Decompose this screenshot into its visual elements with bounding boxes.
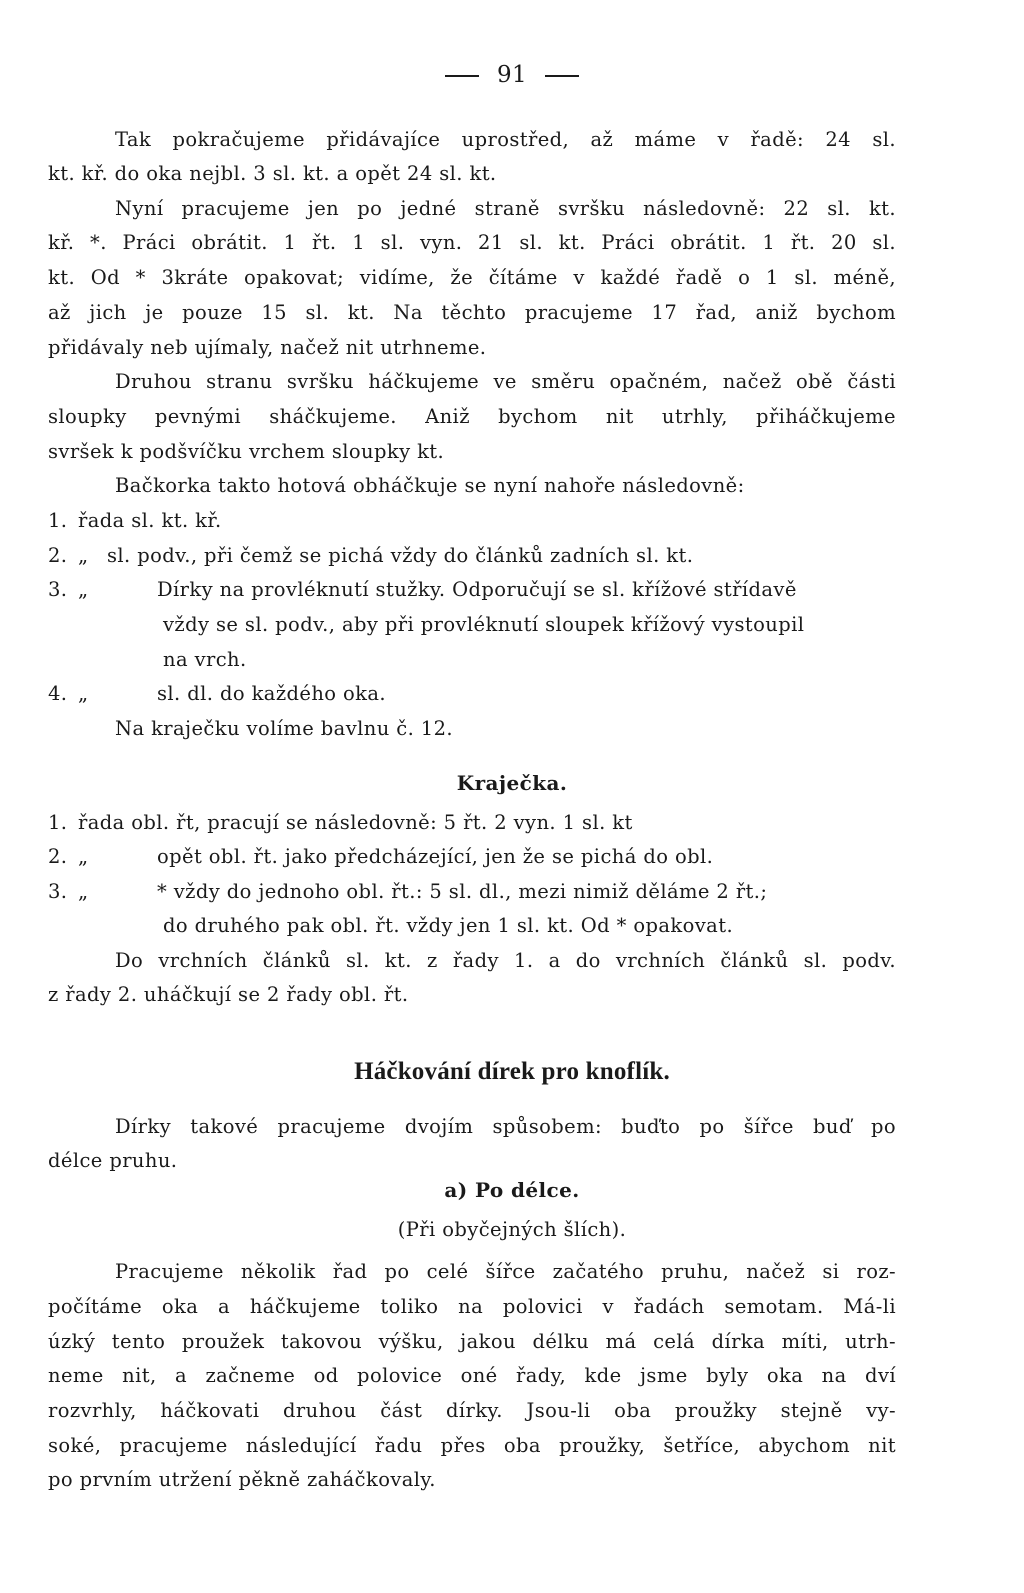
para7-line: Dírky takové pracujeme dvojím spůsobem: buďto po šířce buď po bbox=[115, 1115, 896, 1138]
list-number: 1. bbox=[48, 509, 68, 532]
para8-line: rozvrhly, háčkovati druhou část dírky. Jsou-li oba proužky stejně vy- bbox=[48, 1399, 896, 1422]
para2-line: Nyní pracujeme jen po jedné straně svršku následovně: 22 sl. kt. bbox=[115, 197, 896, 220]
para2-line: přidávaly neb ujímaly, načež nit utrhneme. bbox=[48, 336, 487, 359]
para2-line: až jich je pouze 15 sl. kt. Na těchto pracujeme 17 řad, aniž bychom bbox=[48, 301, 896, 324]
ditto-mark: „ bbox=[78, 544, 89, 567]
list-text: * vždy do jednoho obl. řt.: 5 sl. dl., mezi nimiž děláme 2 řt.; bbox=[157, 880, 768, 903]
para1-line: kt. kř. do oka nejbl. 3 sl. kt. a opět 24 sl. kt. bbox=[48, 162, 497, 185]
list-text: Dírky na provléknutí stužky. Odporučují se sl. křížové střídavě bbox=[157, 578, 797, 601]
ditto-mark: „ bbox=[78, 578, 89, 601]
para3-line: svršek k podšvíčku vrchem sloupky kt. bbox=[48, 440, 445, 463]
para3-line: sloupky pevnými sháčkujeme. Aniž bychom nit utrhly, přiháčkujeme bbox=[48, 405, 896, 428]
list-number: 2. bbox=[48, 544, 68, 567]
list-number: 1. bbox=[48, 811, 68, 834]
section-heading: Háčkování dírek pro knoflík. bbox=[354, 1058, 670, 1085]
subsection-note: (Při obyčejných šlích). bbox=[397, 1218, 627, 1241]
para8-line: úzký tento proužek takovou výšku, jakou délku má celá dírka míti, utrh- bbox=[48, 1330, 896, 1353]
para8-line: po prvním utržení pěkně zaháčkovaly. bbox=[48, 1468, 436, 1491]
para7-line: délce pruhu. bbox=[48, 1149, 178, 1172]
list-number: 3. bbox=[48, 880, 68, 903]
list-text: sl. podv., při čemž se pichá vždy do článků zadních sl. kt. bbox=[107, 544, 694, 567]
para6-line: Do vrchních článků sl. kt. z řady 1. a do vrchních článků sl. podv. bbox=[115, 949, 896, 972]
para8-line: soké, pracujeme následující řadu přes oba proužky, šetříce, abychom nit bbox=[48, 1434, 896, 1457]
para5-line: Na kraječku volíme bavlnu č. 12. bbox=[115, 717, 453, 740]
para8-line: počítáme oka a háčkujeme toliko na polovici v řadách semotam. Má-li bbox=[48, 1295, 896, 1318]
para3-line: Druhou stranu svršku háčkujeme ve směru opačném, načež obě části bbox=[115, 370, 896, 393]
list-text: řada obl. řt, pracují se následovně: 5 řt. 2 vyn. 1 sl. kt bbox=[78, 811, 633, 834]
list-number: 4. bbox=[48, 682, 68, 705]
list1-continuation: vždy se sl. podv., aby při provléknutí sloupek křížový vystoupil bbox=[163, 613, 805, 636]
list-number: 3. bbox=[48, 578, 68, 601]
list2-continuation: do druhého pak obl. řt. vždy jen 1 sl. kt. Od * opakovat. bbox=[163, 914, 734, 937]
para2-line: kř. *. Práci obrátit. 1 řt. 1 sl. vyn. 21 sl. kt. Práci obrátit. 1 řt. 20 sl. bbox=[48, 231, 896, 254]
ditto-mark: „ bbox=[78, 682, 89, 705]
para1-line: Tak pokračujeme přidávajíce uprostřed, až máme v řadě: 24 sl. bbox=[115, 128, 896, 151]
dash-left bbox=[445, 75, 479, 77]
list-text: řada sl. kt. kř. bbox=[78, 509, 222, 532]
page-number: 91 bbox=[0, 62, 1024, 88]
para2-line: kt. Od * 3kráte opakovat; vidíme, že čítáme v každé řadě o 1 sl. méně, bbox=[48, 266, 896, 289]
para8-line: neme nit, a začneme od polovice oné řady, kde jsme byly oka na dví bbox=[48, 1364, 896, 1387]
list-text: sl. dl. do každého oka. bbox=[157, 682, 386, 705]
dash-right bbox=[545, 75, 579, 77]
list-text: opět obl. řt. jako předcházející, jen že se pichá do obl. bbox=[157, 845, 714, 868]
ditto-mark: „ bbox=[78, 845, 89, 868]
section-heading: Kraječka. bbox=[456, 771, 568, 795]
para4-line: Bačkorka takto hotová obháčkuje se nyní nahoře následovně: bbox=[115, 474, 745, 497]
para8-line: Pracujeme několik řad po celé šířce začatého pruhu, načež si roz- bbox=[115, 1260, 896, 1283]
subsection-heading: a) Po délce. bbox=[444, 1178, 580, 1202]
list-number: 2. bbox=[48, 845, 68, 868]
para6-line: z řady 2. uháčkují se 2 řady obl. řt. bbox=[48, 983, 409, 1006]
ditto-mark: „ bbox=[78, 880, 89, 903]
list1-continuation: na vrch. bbox=[163, 648, 247, 671]
